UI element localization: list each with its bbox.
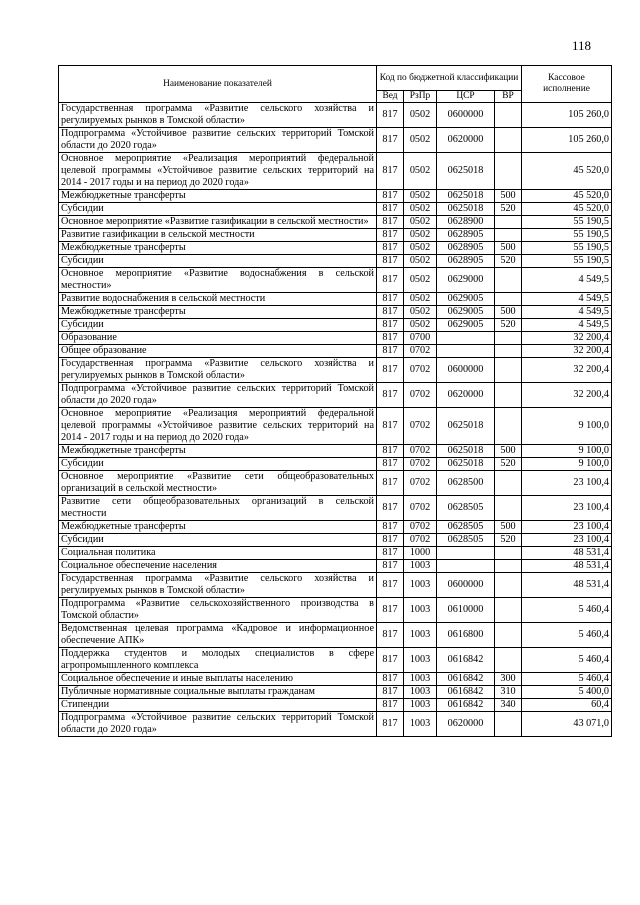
table-row (59, 242, 612, 255)
table-row (59, 560, 612, 573)
csr-cell: 0616842 (437, 699, 495, 712)
table-row (59, 306, 612, 319)
vr-cell (495, 573, 522, 598)
table-row (59, 521, 612, 534)
ved-cell: 817 (377, 383, 404, 408)
ved-cell: 817 (377, 445, 404, 458)
cash-execution-cell: 5 460,4 (522, 598, 612, 623)
table-row (59, 345, 612, 358)
vr-cell (495, 547, 522, 560)
vr-cell (495, 268, 522, 293)
table-row (59, 332, 612, 345)
cash-execution-cell: 9 100,0 (522, 458, 612, 471)
ved-cell: 817 (377, 242, 404, 255)
table-row (59, 673, 612, 686)
csr-cell: 0600000 (437, 358, 495, 383)
cash-execution-cell: 4 549,5 (522, 306, 612, 319)
vr-cell (495, 648, 522, 673)
csr-cell: 0629005 (437, 319, 495, 332)
csr-cell: 0628505 (437, 534, 495, 547)
ved-cell: 817 (377, 686, 404, 699)
table-row (59, 648, 612, 673)
vr-cell (495, 332, 522, 345)
ved-cell: 817 (377, 496, 404, 521)
table-row (59, 203, 612, 216)
csr-cell: 0625018 (437, 445, 495, 458)
csr-cell: 0628905 (437, 242, 495, 255)
table-row (59, 229, 612, 242)
csr-cell: 0628505 (437, 521, 495, 534)
csr-cell: 0616842 (437, 648, 495, 673)
ved-cell: 817 (377, 712, 404, 737)
indicator-name-cell: Развитие водоснабжения в сельской местности (59, 293, 377, 306)
vr-cell (495, 408, 522, 445)
rzpr-cell: 0702 (404, 471, 437, 496)
csr-cell: 0625018 (437, 190, 495, 203)
csr-cell (437, 560, 495, 573)
table-row (59, 699, 612, 712)
cash-execution-cell: 48 531,4 (522, 547, 612, 560)
csr-cell: 0616800 (437, 623, 495, 648)
indicator-name-cell: Социальное обеспечение населения (59, 560, 377, 573)
cash-execution-cell: 43 071,0 (522, 712, 612, 737)
cash-execution-cell: 5 400,0 (522, 686, 612, 699)
vr-cell: 340 (495, 699, 522, 712)
cash-execution-cell: 32 200,4 (522, 358, 612, 383)
cash-execution-cell: 4 549,5 (522, 293, 612, 306)
csr-cell: 0628500 (437, 471, 495, 496)
indicator-name-cell: Ведомственная целевая программа «Кадровое и информационное обеспечение АПК» (59, 623, 377, 648)
ved-cell: 817 (377, 521, 404, 534)
rzpr-cell: 0702 (404, 496, 437, 521)
cash-execution-cell: 45 520,0 (522, 190, 612, 203)
vr-cell (495, 496, 522, 521)
table-row (59, 408, 612, 445)
vr-cell (495, 623, 522, 648)
vr-cell (495, 216, 522, 229)
cash-execution-cell: 105 260,0 (522, 128, 612, 153)
budget-execution-table (58, 65, 612, 737)
header-ved: Вед (377, 91, 404, 103)
ved-cell: 817 (377, 203, 404, 216)
csr-cell: 0620000 (437, 128, 495, 153)
table-row (59, 319, 612, 332)
csr-cell (437, 547, 495, 560)
rzpr-cell: 0702 (404, 445, 437, 458)
indicator-name-cell: Общее образование (59, 345, 377, 358)
ved-cell: 817 (377, 345, 404, 358)
table-row (59, 712, 612, 737)
ved-cell: 817 (377, 623, 404, 648)
rzpr-cell: 0702 (404, 408, 437, 445)
cash-execution-cell: 60,4 (522, 699, 612, 712)
indicator-name-cell: Основное мероприятие «Развитие газификации в сельской местности» (59, 216, 377, 229)
cash-execution-cell: 55 190,5 (522, 255, 612, 268)
rzpr-cell: 0502 (404, 190, 437, 203)
ved-cell: 817 (377, 547, 404, 560)
csr-cell: 0625018 (437, 408, 495, 445)
rzpr-cell: 0702 (404, 358, 437, 383)
indicator-name-cell: Субсидии (59, 534, 377, 547)
rzpr-cell: 1000 (404, 547, 437, 560)
cash-execution-cell: 32 200,4 (522, 332, 612, 345)
indicator-name-cell: Образование (59, 332, 377, 345)
indicator-name-cell: Социальная политика (59, 547, 377, 560)
ved-cell: 817 (377, 216, 404, 229)
indicator-name-cell: Публичные нормативные социальные выплаты гражданам (59, 686, 377, 699)
cash-execution-cell: 45 520,0 (522, 153, 612, 190)
indicator-name-cell: Межбюджетные трансферты (59, 445, 377, 458)
vr-cell: 500 (495, 521, 522, 534)
csr-cell: 0629005 (437, 293, 495, 306)
cash-execution-cell: 55 190,5 (522, 242, 612, 255)
csr-cell: 0610000 (437, 598, 495, 623)
ved-cell: 817 (377, 699, 404, 712)
rzpr-cell: 0700 (404, 332, 437, 345)
rzpr-cell: 1003 (404, 648, 437, 673)
vr-cell (495, 471, 522, 496)
rzpr-cell: 0502 (404, 268, 437, 293)
ved-cell: 817 (377, 598, 404, 623)
table-row (59, 103, 612, 128)
rzpr-cell: 0502 (404, 242, 437, 255)
indicator-name-cell: Межбюджетные трансферты (59, 521, 377, 534)
ved-cell: 817 (377, 673, 404, 686)
table-row (59, 598, 612, 623)
indicator-name-cell: Стипендии (59, 699, 377, 712)
ved-cell: 817 (377, 471, 404, 496)
indicator-name-cell: Подпрограмма «Устойчивое развитие сельских территорий Томской области до 2020 года» (59, 383, 377, 408)
csr-cell: 0625018 (437, 153, 495, 190)
cash-execution-cell: 9 100,0 (522, 445, 612, 458)
cash-execution-cell: 5 460,4 (522, 673, 612, 686)
rzpr-cell: 1003 (404, 573, 437, 598)
table-row (59, 471, 612, 496)
rzpr-cell: 0502 (404, 216, 437, 229)
cash-execution-cell: 105 260,0 (522, 103, 612, 128)
indicator-name-cell: Государственная программа «Развитие сельского хозяйства и регулируемых рынков в Томской области» (59, 358, 377, 383)
ved-cell: 817 (377, 128, 404, 153)
table-body (59, 103, 612, 737)
csr-cell: 0616842 (437, 673, 495, 686)
table-row (59, 534, 612, 547)
indicator-name-cell: Субсидии (59, 458, 377, 471)
rzpr-cell: 0502 (404, 128, 437, 153)
ved-cell: 817 (377, 560, 404, 573)
vr-cell (495, 358, 522, 383)
vr-cell (495, 598, 522, 623)
cash-execution-cell: 5 460,4 (522, 648, 612, 673)
rzpr-cell: 1003 (404, 686, 437, 699)
csr-cell: 0628900 (437, 216, 495, 229)
csr-cell: 0625018 (437, 458, 495, 471)
rzpr-cell: 1003 (404, 712, 437, 737)
table-row (59, 216, 612, 229)
cash-execution-cell: 45 520,0 (522, 203, 612, 216)
header-row-top (59, 66, 612, 91)
rzpr-cell: 0502 (404, 306, 437, 319)
csr-cell: 0600000 (437, 103, 495, 128)
indicator-name-cell: Межбюджетные трансферты (59, 242, 377, 255)
vr-cell (495, 103, 522, 128)
ved-cell: 817 (377, 103, 404, 128)
vr-cell (495, 560, 522, 573)
rzpr-cell: 0502 (404, 255, 437, 268)
ved-cell: 817 (377, 229, 404, 242)
csr-cell: 0616842 (437, 686, 495, 699)
vr-cell (495, 128, 522, 153)
ved-cell: 817 (377, 293, 404, 306)
cash-execution-cell: 5 460,4 (522, 623, 612, 648)
table-row (59, 547, 612, 560)
vr-cell (495, 712, 522, 737)
vr-cell: 500 (495, 242, 522, 255)
header-indicator-name: Наименование показателей (59, 66, 377, 103)
page-number: 118 (571, 38, 591, 53)
vr-cell: 500 (495, 306, 522, 319)
cash-execution-cell: 4 549,5 (522, 319, 612, 332)
header-rzpr: РзПр (404, 91, 437, 103)
rzpr-cell: 0502 (404, 319, 437, 332)
rzpr-cell: 0502 (404, 103, 437, 128)
vr-cell: 520 (495, 203, 522, 216)
table-row (59, 128, 612, 153)
indicator-name-cell: Государственная программа «Развитие сельского хозяйства и регулируемых рынков в Томской области» (59, 573, 377, 598)
vr-cell: 500 (495, 445, 522, 458)
cash-execution-cell: 23 100,4 (522, 496, 612, 521)
cash-execution-cell: 4 549,5 (522, 268, 612, 293)
csr-cell: 0628905 (437, 229, 495, 242)
indicator-name-cell: Субсидии (59, 319, 377, 332)
indicator-name-cell: Субсидии (59, 203, 377, 216)
table-row (59, 686, 612, 699)
rzpr-cell: 0702 (404, 458, 437, 471)
csr-cell: 0620000 (437, 383, 495, 408)
rzpr-cell: 1003 (404, 699, 437, 712)
vr-cell (495, 229, 522, 242)
indicator-name-cell: Подпрограмма «Устойчивое развитие сельских территорий Томской области до 2020 года» (59, 712, 377, 737)
csr-cell: 0628505 (437, 496, 495, 521)
indicator-name-cell: Основное мероприятие «Развитие водоснабжения в сельской местности» (59, 268, 377, 293)
indicator-name-cell: Государственная программа «Развитие сельского хозяйства и регулируемых рынков в Томской области» (59, 103, 377, 128)
cash-execution-cell: 55 190,5 (522, 216, 612, 229)
header-vr: ВР (495, 91, 522, 103)
cash-execution-cell: 32 200,4 (522, 345, 612, 358)
table-row (59, 255, 612, 268)
indicator-name-cell: Основное мероприятие «Развитие сети общеобразовательных организаций в сельской местности» (59, 471, 377, 496)
indicator-name-cell: Основное мероприятие «Реализация мероприятий федеральной целевой программы «Устойчивое развитие сельских территорий на 2014 - 2017 годы и на период до 2020 года» (59, 153, 377, 190)
indicator-name-cell: Межбюджетные трансферты (59, 306, 377, 319)
vr-cell: 520 (495, 458, 522, 471)
indicator-name-cell: Развитие газификации в сельской местности (59, 229, 377, 242)
table-row (59, 496, 612, 521)
rzpr-cell: 1003 (404, 623, 437, 648)
csr-cell: 0600000 (437, 573, 495, 598)
ved-cell: 817 (377, 153, 404, 190)
ved-cell: 817 (377, 190, 404, 203)
vr-cell: 520 (495, 319, 522, 332)
csr-cell: 0625018 (437, 203, 495, 216)
header-csr: ЦСР (437, 91, 495, 103)
cash-execution-cell: 23 100,4 (522, 534, 612, 547)
ved-cell: 817 (377, 573, 404, 598)
vr-cell (495, 345, 522, 358)
rzpr-cell: 1003 (404, 560, 437, 573)
rzpr-cell: 1003 (404, 598, 437, 623)
indicator-name-cell: Социальное обеспечение и иные выплаты населению (59, 673, 377, 686)
rzpr-cell: 0502 (404, 203, 437, 216)
rzpr-cell: 1003 (404, 673, 437, 686)
rzpr-cell: 0502 (404, 229, 437, 242)
header-budget-classification-code: Код по бюджетной классификации (377, 66, 522, 91)
ved-cell: 817 (377, 458, 404, 471)
table-row (59, 383, 612, 408)
cash-execution-cell: 9 100,0 (522, 408, 612, 445)
table-row (59, 573, 612, 598)
cash-execution-cell: 55 190,5 (522, 229, 612, 242)
ved-cell: 817 (377, 255, 404, 268)
rzpr-cell: 0702 (404, 383, 437, 408)
csr-cell: 0628905 (437, 255, 495, 268)
indicator-name-cell: Поддержка студентов и молодых специалистов в сфере агропромышленного комплекса (59, 648, 377, 673)
vr-cell: 520 (495, 255, 522, 268)
indicator-name-cell: Подпрограмма «Устойчивое развитие сельских территорий Томской области до 2020 года» (59, 128, 377, 153)
indicator-name-cell: Субсидии (59, 255, 377, 268)
vr-cell (495, 293, 522, 306)
rzpr-cell: 0502 (404, 293, 437, 306)
ved-cell: 817 (377, 648, 404, 673)
csr-cell (437, 345, 495, 358)
csr-cell: 0629000 (437, 268, 495, 293)
header-cash-execution: Кассовое исполнение (522, 66, 612, 103)
table-row (59, 153, 612, 190)
rzpr-cell: 0702 (404, 534, 437, 547)
indicator-name-cell: Основное мероприятие «Реализация мероприятий федеральной целевой программы «Устойчивое развитие сельских территорий на 2014 - 2017 годы и на период до 2020 года» (59, 408, 377, 445)
ved-cell: 817 (377, 268, 404, 293)
ved-cell: 817 (377, 534, 404, 547)
table-row (59, 268, 612, 293)
csr-cell (437, 332, 495, 345)
vr-cell: 500 (495, 190, 522, 203)
table-row (59, 458, 612, 471)
rzpr-cell: 0702 (404, 345, 437, 358)
table-row (59, 358, 612, 383)
table-row (59, 445, 612, 458)
cash-execution-cell: 48 531,4 (522, 573, 612, 598)
ved-cell: 817 (377, 332, 404, 345)
indicator-name-cell: Подпрограмма «Развитие сельскохозяйственного производства в Томской области» (59, 598, 377, 623)
csr-cell: 0620000 (437, 712, 495, 737)
indicator-name-cell: Развитие сети общеобразовательных организаций в сельской местности (59, 496, 377, 521)
ved-cell: 817 (377, 358, 404, 383)
rzpr-cell: 0502 (404, 153, 437, 190)
vr-cell: 300 (495, 673, 522, 686)
cash-execution-cell: 32 200,4 (522, 383, 612, 408)
cash-execution-cell: 23 100,4 (522, 521, 612, 534)
cash-execution-cell: 48 531,4 (522, 560, 612, 573)
cash-execution-cell: 23 100,4 (522, 471, 612, 496)
ved-cell: 817 (377, 306, 404, 319)
indicator-name-cell: Межбюджетные трансферты (59, 190, 377, 203)
vr-cell: 310 (495, 686, 522, 699)
vr-cell (495, 383, 522, 408)
ved-cell: 817 (377, 319, 404, 332)
rzpr-cell: 0702 (404, 521, 437, 534)
table-row (59, 623, 612, 648)
vr-cell: 520 (495, 534, 522, 547)
vr-cell (495, 153, 522, 190)
table-row (59, 190, 612, 203)
csr-cell: 0629005 (437, 306, 495, 319)
ved-cell: 817 (377, 408, 404, 445)
table-row (59, 293, 612, 306)
